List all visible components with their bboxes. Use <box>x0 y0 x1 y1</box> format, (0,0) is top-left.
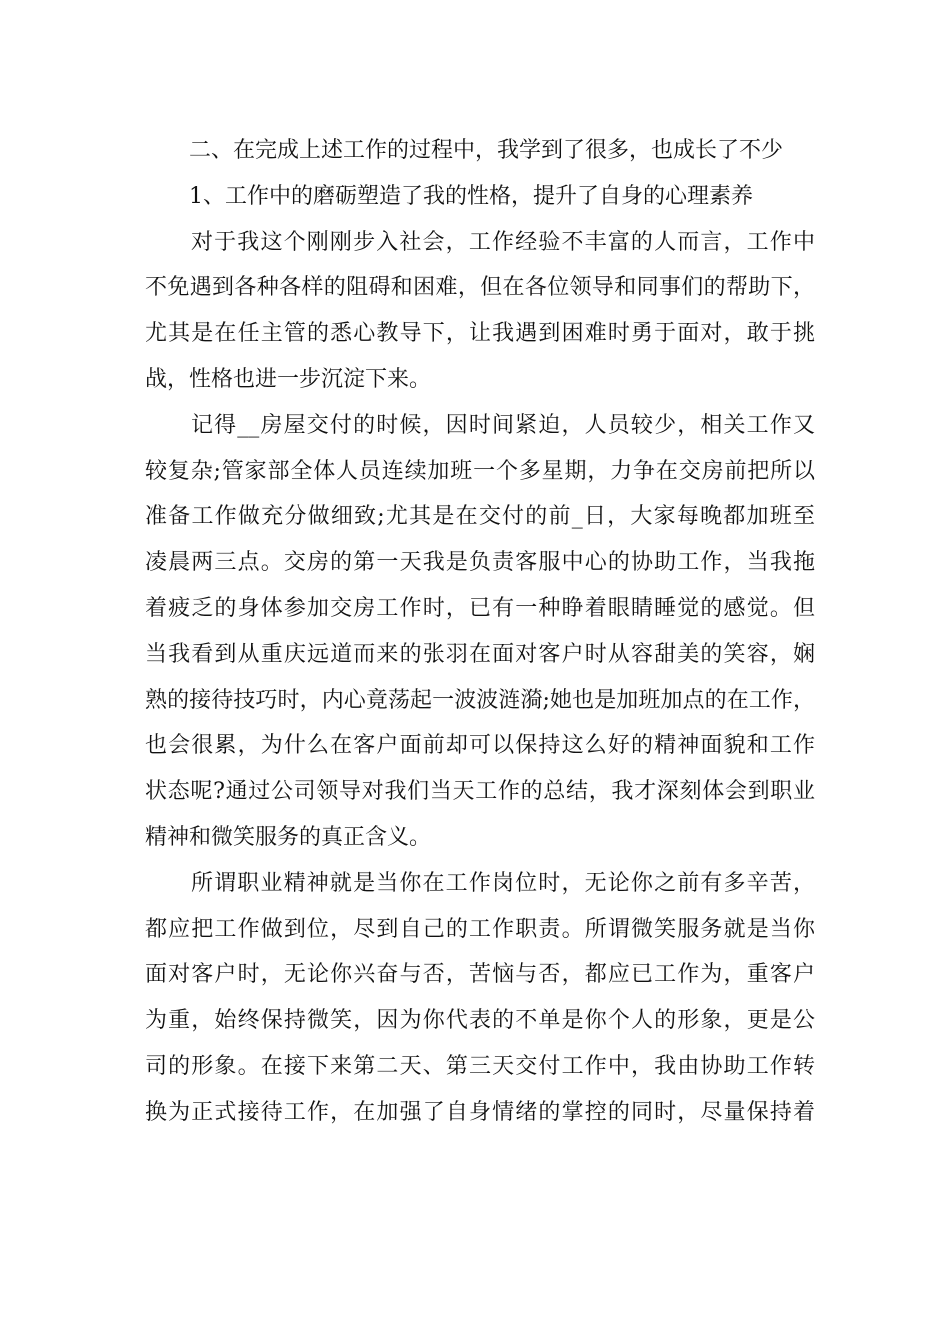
paragraph-3 <box>145 861 815 1136</box>
paragraph-line: 精神和微笑服务的真正含义。 <box>145 824 432 850</box>
paragraph-line: 着疲乏的身体参加交房工作时，已有一种睁着眼睛睡觉的感觉。但 <box>145 595 815 621</box>
paragraph-line: 都应把工作做到位，尽到自己的工作职责。所谓微笑服务就是当你 <box>145 916 815 942</box>
paragraph-line: 战，性格也进一步沉淀下来。 <box>145 366 432 392</box>
paragraph-line: 对于我这个刚刚步入社会，工作经验不丰富的人而言，工作中 <box>191 229 815 255</box>
paragraph-line: 状态呢?通过公司领导对我们当天工作的总结，我才深刻体会到职业 <box>145 779 815 805</box>
paragraph-line: 准备工作做充分做细致;尤其是在交付的前_日，大家每晚都加班至 <box>145 504 815 530</box>
paragraph-line: 为重，始终保持微笑，因为你代表的不单是你个人的形象，更是公 <box>145 1008 815 1034</box>
paragraph-1 <box>145 220 815 403</box>
paragraph-line: 记得__房屋交付的时候，因时间紧迫，人员较少，相关工作又 <box>191 412 815 438</box>
section-heading: 二、在完成上述工作的过程中，我学到了很多，也成长了不少 <box>189 138 784 163</box>
paragraph-line: 司的形象。在接下来第二天、第三天交付工作中，我由协助工作转 <box>145 1053 815 1079</box>
paragraph-line: 凌晨两三点。交房的第一天我是负责客服中心的协助工作，当我拖 <box>145 550 815 576</box>
paragraph-line: 当我看到从重庆远道而来的张羽在面对客户时从容甜美的笑容，娴 <box>145 641 815 667</box>
paragraph-line: 所谓职业精神就是当你在工作岗位时，无论你之前有多辛苦， <box>191 870 815 896</box>
paragraph-line: 较复杂;管家部全体人员连续加班一个多星期，力争在交房前把所以 <box>145 458 815 484</box>
paragraph-line: 尤其是在任主管的悉心教导下，让我遇到困难时勇于面对，敢于挑 <box>145 321 815 347</box>
paragraph-line: 面对客户时，无论你兴奋与否，苦恼与否，都应已工作为，重客户 <box>145 962 815 988</box>
subsection-heading: 1、工作中的磨砺塑造了我的性格，提升了自身的心理素养 <box>189 183 753 209</box>
paragraph-line: 不免遇到各种各样的阻碍和困难，但在各位领导和同事们的帮助下， <box>145 275 815 301</box>
paragraph-line: 换为正式接待工作，在加强了自身情绪的掌控的同时，尽量保持着 <box>145 1099 815 1125</box>
paragraph-line: 也会很累，为什么在客户面前却可以保持这么好的精神面貌和工作 <box>145 733 815 759</box>
paragraph-2 <box>145 403 815 861</box>
document-body <box>145 128 815 1136</box>
paragraph-line: 熟的接待技巧时，内心竟荡起一波波涟漪;她也是加班加点的在工作， <box>145 687 815 713</box>
